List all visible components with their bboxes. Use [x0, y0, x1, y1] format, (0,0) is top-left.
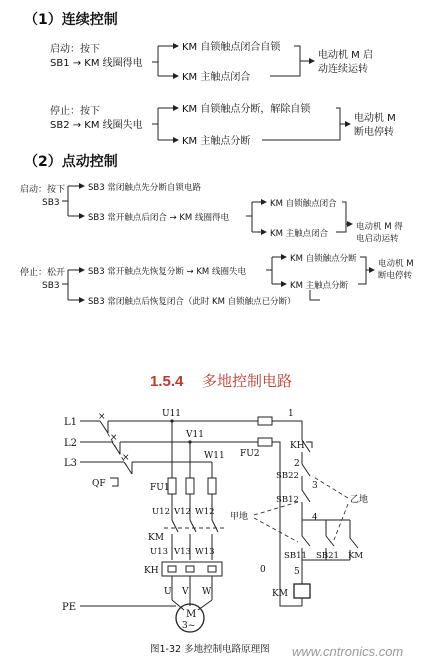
section-number: 1.5.4	[150, 373, 184, 390]
qf-handle	[110, 478, 118, 486]
km-self-open-1: KM 自锁触点分断，解除自锁	[182, 104, 311, 115]
fu2	[258, 438, 272, 446]
km-coil	[294, 584, 310, 598]
sb2-label: SB2 → KM 线圈失电	[50, 120, 143, 131]
label-kh-main: KH	[144, 566, 159, 576]
label-yi-di: 乙地	[350, 495, 369, 505]
node-2: 2	[294, 459, 300, 469]
motor-m: M	[186, 609, 197, 620]
motor-start-1-l2: 动连续运转	[318, 64, 368, 75]
label-u11: U11	[162, 409, 182, 419]
start-label-1: 启动：按下	[50, 44, 100, 55]
km-main-close-1: KM 主触点闭合	[182, 72, 251, 83]
label-km-coil: KM	[272, 589, 288, 599]
figure-caption: 图1-32 多地控制电路原理图	[150, 644, 270, 655]
motor-start-1-l1: 电动机 M 启	[318, 50, 373, 61]
km-self-lock: KM 自锁触点闭合自锁	[182, 42, 281, 53]
node-4: 4	[312, 513, 318, 523]
sb3b-label: SB3	[42, 281, 60, 291]
branch-km-2	[246, 202, 260, 232]
section-jog-control	[20, 153, 414, 307]
label-sb12: SB12	[276, 495, 299, 505]
label-jia-di: 甲地	[230, 512, 249, 522]
heading-jog: （2）点动控制	[24, 154, 118, 170]
label-w12: W12	[195, 507, 215, 517]
stop-label-1: 停止：按下	[50, 106, 100, 117]
km-main-contacts	[172, 520, 218, 532]
motor-start-2-l1: 电动机 M 得	[356, 222, 403, 232]
km-main-open-1: KM 主触点分断	[182, 136, 251, 147]
fu1-w	[208, 478, 216, 494]
sb1-label: SB1 → KM 线圈得电	[50, 58, 143, 69]
label-w: W	[202, 587, 212, 597]
km-self-close-2: KM 自锁触点闭合	[270, 199, 337, 209]
motor-stop-2-l1: 电动机 M	[378, 259, 414, 269]
km-main-open-2: KM 主触点分断	[290, 281, 349, 291]
label-l1: L1	[64, 417, 78, 428]
motor-stop-1-l2: 断电停转	[354, 127, 394, 138]
motor-phase: 3~	[182, 621, 196, 631]
node-3: 3	[312, 481, 318, 491]
branch-start-1	[152, 46, 168, 76]
nc-first: SB3 常闭触点先分断自锁电路	[88, 183, 201, 193]
label-l2: L2	[64, 438, 78, 449]
label-sb21: SB21	[316, 551, 339, 561]
no-after: SB3 常开触点后闭合 → KM 线圈得电	[88, 213, 229, 223]
svg-text:×: ×	[110, 433, 118, 443]
label-sb22: SB22	[276, 471, 299, 481]
label-w11: W11	[204, 451, 225, 461]
label-u13: U13	[150, 547, 168, 557]
nc-after-link	[310, 290, 320, 300]
section-continuous-control	[24, 11, 396, 147]
label-l3: L3	[64, 458, 78, 469]
km-main-close-2: KM 主触点闭合	[270, 229, 329, 239]
label-fu1: FU1	[150, 483, 170, 493]
watermark: www.cntronics.com	[292, 644, 404, 659]
label-sb11: SB11	[284, 551, 307, 561]
merge-start-2	[336, 202, 350, 232]
label-v11: V11	[186, 430, 204, 440]
branch-km-stop-2	[266, 257, 280, 284]
node-1: 1	[288, 409, 294, 419]
sb3-label: SB3	[42, 198, 60, 208]
start-label-2: 启动：按下	[20, 185, 66, 195]
label-km-main: KM	[148, 533, 164, 543]
section-multi-location	[150, 372, 292, 390]
motor-start-2-l2: 电启动运转	[356, 234, 399, 244]
svg-text:×: ×	[98, 412, 106, 422]
label-fu2: FU2	[240, 449, 260, 459]
label-qf: QF	[92, 479, 106, 489]
label-w13: W13	[195, 547, 215, 557]
multi-location-circuit	[62, 409, 368, 632]
nc-after: SB3 常闭触点后恢复闭合（此时 KM 自锁触点已分断）	[88, 297, 296, 307]
motor-stop-2-l2: 断电停转	[378, 271, 413, 281]
label-pe: PE	[62, 602, 77, 613]
node-5: 5	[294, 567, 300, 577]
label-v13: V13	[174, 547, 191, 557]
node-0: 0	[260, 565, 266, 575]
label-v: V	[182, 587, 189, 597]
branch-stop-1	[152, 108, 168, 140]
fu1-v	[186, 478, 194, 494]
stop-label-2: 停止：松开	[20, 268, 66, 278]
sb22	[302, 460, 310, 486]
label-u12: U12	[152, 507, 170, 517]
motor-stop-1-l1: 电动机 M	[354, 113, 396, 124]
kh-thermal	[162, 562, 222, 576]
label-kh-ctrl: KH	[290, 441, 305, 451]
no-first: SB3 常开触点先恢复分断 → KM 线圈失电	[88, 267, 246, 277]
heading-continuous: （1）连续控制	[24, 12, 118, 28]
label-v12: V12	[174, 507, 191, 517]
label-km-aux: KM	[348, 551, 364, 561]
section-title-text: 多地控制电路	[202, 372, 293, 390]
svg-text:×: ×	[122, 453, 130, 463]
sb12	[302, 486, 310, 514]
km-self-open-2: KM 自锁触点分断	[290, 254, 357, 264]
label-u: U	[164, 587, 172, 597]
